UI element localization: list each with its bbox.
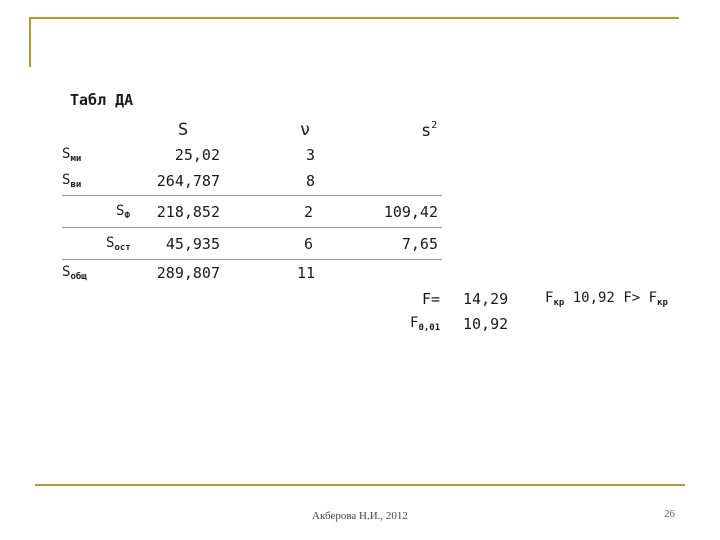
row-sf-s2: 109,42 bbox=[383, 203, 438, 221]
row-sobsh-nu: 11 bbox=[296, 264, 315, 282]
table-divider bbox=[62, 227, 442, 228]
header-nu: ν bbox=[300, 120, 311, 140]
row-label-sobsh: $S_{общ}$ bbox=[62, 264, 87, 282]
table-divider bbox=[62, 259, 442, 260]
row-sf-s: 218,852 bbox=[156, 203, 220, 221]
f001-label: $F_{0,01}$ bbox=[410, 315, 441, 333]
header-s: S bbox=[178, 120, 189, 140]
row-sobsh-s: 289,807 bbox=[156, 264, 220, 282]
row-label-smi: $S_{ми}$ bbox=[62, 146, 82, 164]
row-smi-nu: 3 bbox=[305, 146, 315, 164]
footer-rule bbox=[35, 484, 685, 486]
f-kr-comparison: $F_{кр}$ 10,92 $F> F_{кр}$ bbox=[545, 290, 668, 308]
frame-vertical-line bbox=[29, 17, 31, 67]
row-label-svi: $S_{ви}$ bbox=[62, 172, 82, 190]
table-divider bbox=[62, 195, 442, 196]
row-svi-nu: 8 bbox=[305, 172, 315, 190]
footer-author: Акберова Н.И., 2012 bbox=[312, 510, 408, 522]
f001-value: 10,92 bbox=[463, 315, 509, 333]
row-sf-nu: 2 bbox=[303, 203, 313, 221]
row-smi-s: 25,02 bbox=[174, 146, 220, 164]
header-s-squared: $s^2$ bbox=[421, 120, 438, 141]
page-number: 26 bbox=[664, 508, 675, 520]
row-sost-s2: 7,65 bbox=[401, 235, 438, 253]
row-label-sost: $S_{ост}$ bbox=[106, 235, 131, 253]
frame-top-line bbox=[29, 17, 679, 19]
row-svi-s: 264,787 bbox=[156, 172, 220, 190]
row-label-sf: $S_Ф$ bbox=[116, 203, 130, 221]
row-sost-s: 45,935 bbox=[165, 235, 220, 253]
row-sost-nu: 6 bbox=[303, 235, 313, 253]
f-label: F= bbox=[421, 290, 440, 308]
f-value: 14,29 bbox=[463, 290, 509, 308]
slide-title: Табл ДА bbox=[70, 91, 134, 109]
